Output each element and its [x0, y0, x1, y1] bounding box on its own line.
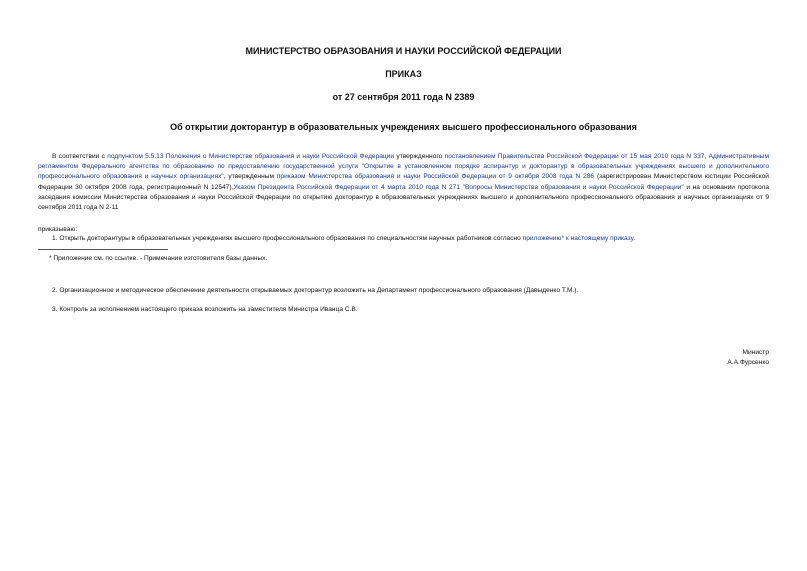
link-appendix[interactable]: приложению* к настоящему приказу: [522, 235, 634, 242]
preamble-text: утвержденного: [394, 153, 445, 160]
signatory-name: А.А.Фурсенко: [727, 359, 769, 366]
signatory-title: Министр: [742, 349, 769, 356]
preamble-text: , утвержденным: [223, 173, 277, 181]
link-government-resolution[interactable]: постановлением Правительства Российской Федерации от 15 мая 2010 года N 337: [444, 153, 705, 160]
item-text: .: [633, 235, 636, 242]
document-type: ПРИКАЗ: [385, 69, 422, 79]
preamble-text: (зарегистрирован Министерством юстиции Российской Федерации 30 октября 2008 года, регистрационный N 12547),: [38, 173, 769, 191]
footnote-divider: [38, 249, 168, 250]
footnote: * Приложение см. по ссылке. - Примечание изготовителя базы данных.: [49, 255, 268, 262]
order-item-3: 3. Контроль за исполнением настоящего приказа возложить на заместителя Министра Иванца С.В.: [52, 306, 358, 313]
order-date: от 27 сентября 2011 года N 2389: [332, 92, 475, 102]
preamble-text: ,: [704, 153, 709, 160]
preamble-text: и на основании протокола заседания комиссии Министерства образования и науки Российской Федерации по открытию докторантур в образовательных учреждениях высшего и дополнительного профессионального образования и научных организациях от 9 сентября 2011 года N 2-11: [38, 183, 769, 212]
link-regulation-clause[interactable]: подпунктом 5.5.13 Положения о Министерстве образования и науки Российской Федерации: [107, 153, 395, 160]
order-item-2: 2. Организационное и методическое обеспечение деятельности открываемых докторантур возложить на Департамент профессионального образования (Давыденко Т.М.).: [52, 287, 579, 294]
ministry-name: МИНИСТЕРСТВО ОБРАЗОВАНИЯ И НАУКИ РОССИЙСКОЙ ФЕДЕРАЦИИ: [245, 46, 562, 56]
link-ministry-order[interactable]: приказом Министерства образования и науки Российской Федерации от 9 октября 2008 года N 286: [276, 173, 595, 181]
preamble-text: В соответствии с: [52, 153, 108, 160]
link-presidential-decree[interactable]: Указом Президента Российской Федерации от 4 марта 2010 года N 271 "Вопросы Министерства образования и науки Российской Федерации": [233, 183, 684, 191]
decree-word: приказываю:: [38, 226, 78, 233]
preamble-paragraph: [38, 152, 769, 213]
link-administrative-regulation[interactable]: Административным регламентом Федерального агентства по образованию по предоставлению государственной услуги "Открытие в установленном порядке аспирантур и докторантур в образовательных учреждениях высшего и дополнительного профессионального образования и научных организациях": [38, 153, 770, 181]
item-text: 1. Открыть докторантуры в образовательных учреждениях высшего профессионального образования по специальностям научных работников согласно: [52, 235, 523, 242]
order-item-1: [52, 234, 772, 244]
order-title: Об открытии докторантур в образовательных учреждениях высшего профессионального образования: [170, 122, 637, 132]
